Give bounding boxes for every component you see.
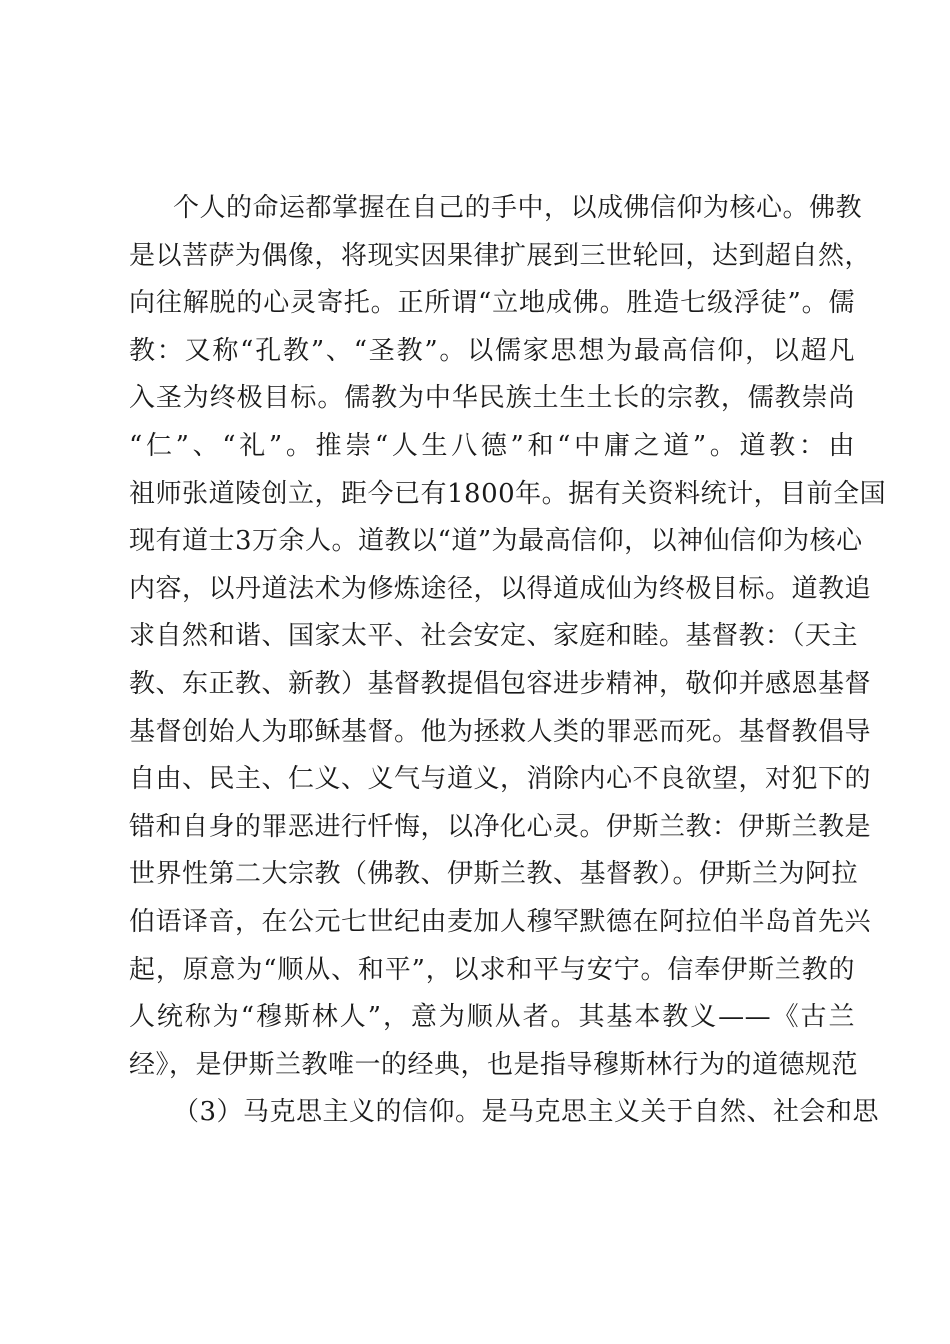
text-line: 基督创始人为耶稣基督。他为拯救人类的罪恶而死。基督教倡导: [129, 716, 872, 747]
text-line: 向往解脱的心灵寄托。正所谓“立地成佛。胜造七级浮徒”。儒: [129, 288, 855, 319]
text-line: 教：又称“孔教”、“圣教”。以儒家思想为最高信仰，以超凡: [129, 335, 855, 366]
text-line: 自由、民主、仁义、义气与道义，消除内心不良欲望，对犯下的: [129, 764, 872, 795]
text-line: 求自然和谐、国家太平、社会安定、家庭和睦。基督教：（天主: [129, 621, 859, 652]
text-line: 错和自身的罪恶进行忏悔，以净化心灵。伊斯兰教：伊斯兰教是: [129, 811, 872, 842]
text-line: 是以菩萨为偶像，将现实因果律扩展到三世轮回，达到超自然，: [129, 240, 872, 271]
body-text: [129, 185, 887, 1137]
text-line: 入圣为终极目标。儒教为中华民族土生土长的宗教，儒教崇尚: [129, 383, 855, 414]
text-line: 人统称为“穆斯林人”，意为顺从者。其基本教义——《古兰: [129, 1002, 855, 1033]
text-line: 祖师张道陵创立，距今已有1800年。据有关资料统计，目前全国: [129, 478, 887, 509]
text-line: 世界性第二大宗教（佛教、伊斯兰教、基督教）。伊斯兰为阿拉: [129, 859, 859, 890]
text-line: 伯语译音，在公元七世纪由麦加人穆罕默德在阿拉伯半岛首先兴: [129, 906, 872, 937]
text-line: 现有道士3万余人。道教以“道”为最高信仰，以神仙信仰为核心: [129, 526, 863, 557]
text-line: （3）马克思主义的信仰。是马克思主义关于自然、社会和思: [173, 1097, 880, 1128]
text-line: 个人的命运都掌握在自己的手中，以成佛信仰为核心。佛教: [173, 193, 863, 223]
text-line: 教、东正教、新教）基督教提倡包容进步精神，敬仰并感恩基督: [129, 668, 872, 699]
text-line: 经》，是伊斯兰教唯一的经典，也是指导穆斯林行为的道德规范: [129, 1049, 859, 1080]
text-line: 内容，以丹道法术为修炼途径，以得道成仙为终极目标。道教追: [129, 573, 872, 604]
text-line: “仁”、“礼”。推崇“人生八德”和“中庸之道”。道教：由: [129, 430, 855, 461]
text-line: 起，原意为“顺从、和平”，以求和平与安宁。信奉伊斯兰教的: [129, 954, 855, 985]
